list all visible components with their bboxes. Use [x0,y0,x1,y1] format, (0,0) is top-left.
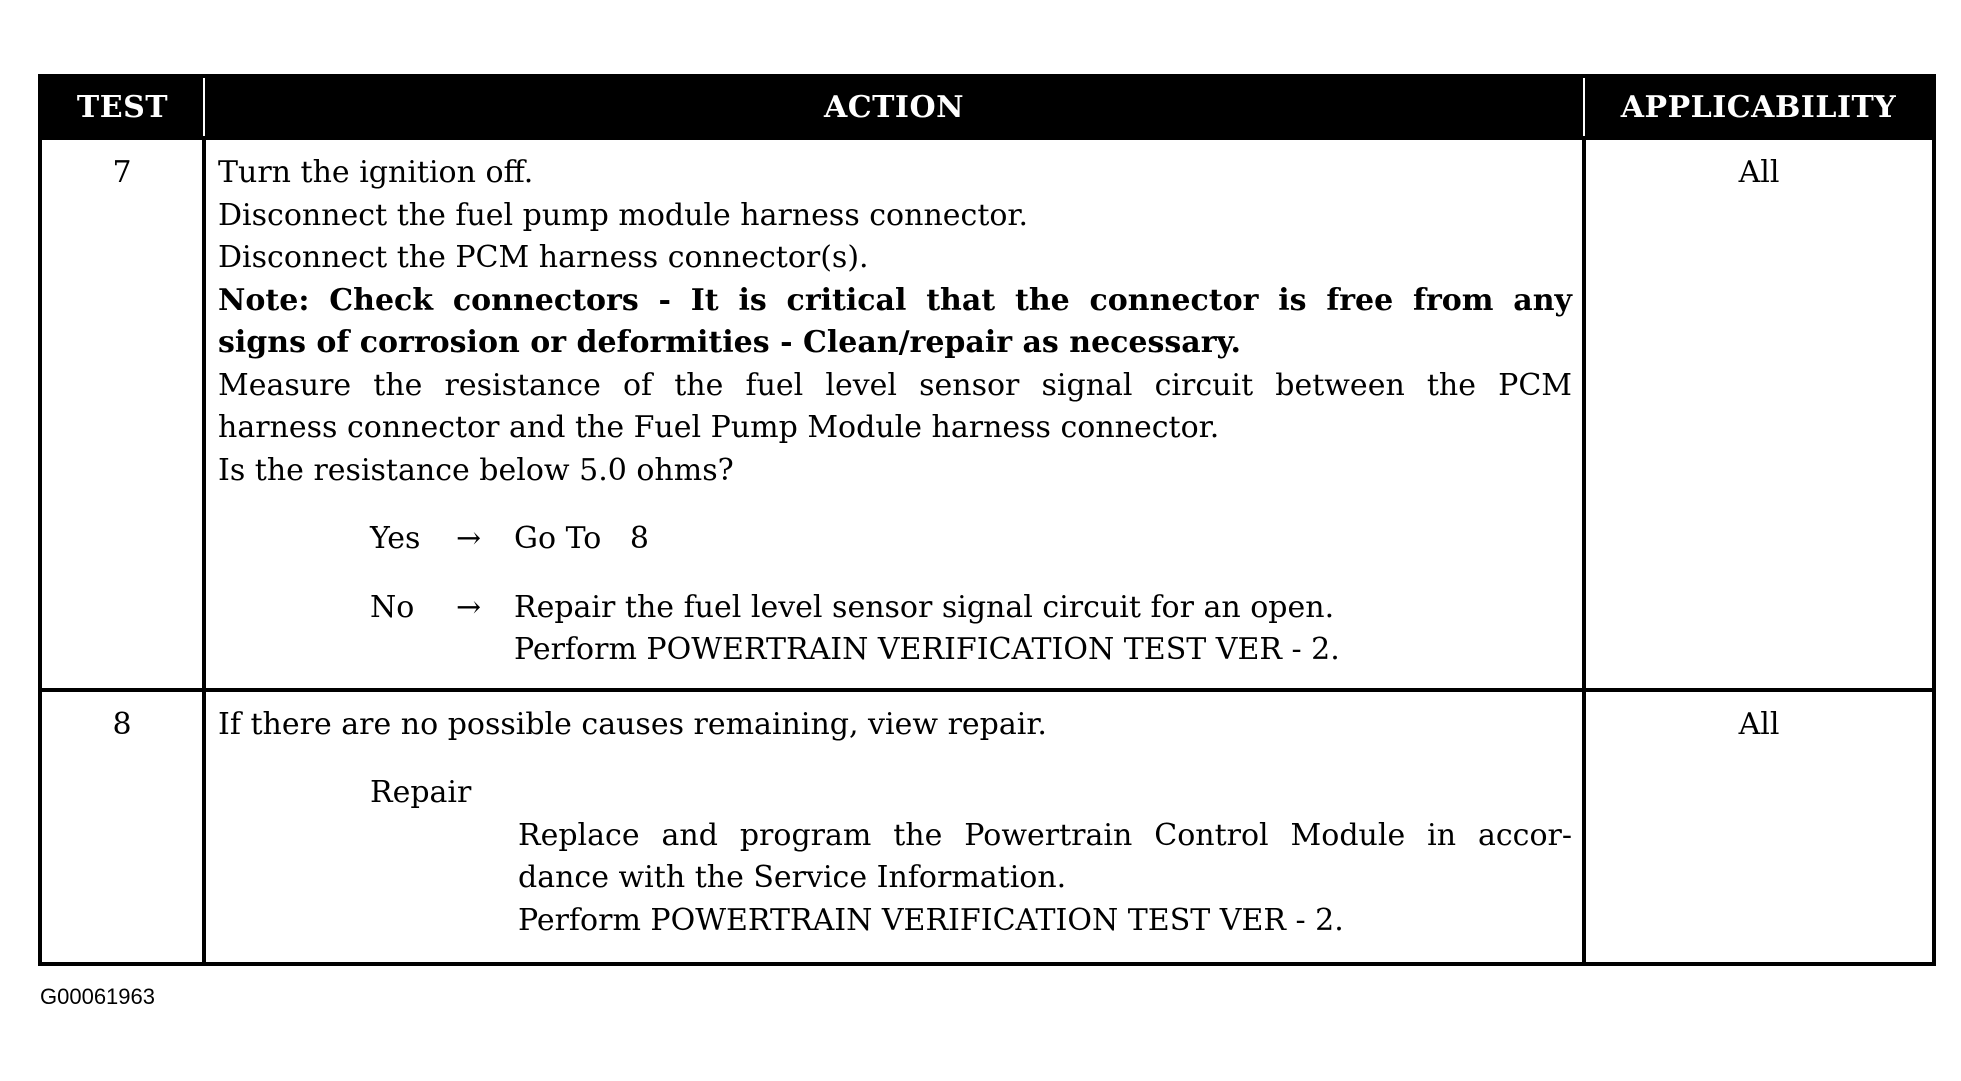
applicability-cell: All [1584,138,1932,690]
right-arrow-icon: → [456,521,482,556]
action-cell [204,690,1584,962]
header-applicability: APPLICABILITY [1584,78,1932,138]
repair-text-line-3: Perform POWERTRAIN VERIFICATION TEST VER - 2. [518,902,1344,938]
table-row [42,138,1932,690]
note-text-line-1: Note: Check connectors - It is critical that the connector is free from any [218,282,1572,318]
measure-text-line-2: harness connector and the Fuel Pump Module harness connector. [218,410,1220,445]
measure-text-line-1: Measure the resistance of the fuel level sensor signal circuit between the PCM [218,367,1572,403]
no-outcome [370,587,1572,672]
header-test: TEST [42,78,204,138]
header-row [42,78,1932,138]
test-number: 7 [42,138,204,690]
no-outcome-verify: Perform POWERTRAIN VERIFICATION TEST VER - 2. [514,632,1340,667]
no-label: No [370,589,415,625]
diagnostic-test-table [38,74,1936,966]
no-outcome-text: Repair the fuel level sensor signal circuit for an open. [514,589,1335,625]
question-text: Is the resistance below 5.0 ohms? [218,452,734,488]
yes-label: Yes [370,521,421,556]
goto-link[interactable]: Go To 8 [514,521,649,556]
figure-id: G00061963 [40,984,155,1009]
repair-label: Repair [370,775,472,810]
repair-text-line-2: dance with the Service Information. [518,860,1067,895]
repair-text-line-1: Replace and program the Powertrain Control Module in accor- [518,817,1572,853]
action-intro: If there are no possible causes remaining, view repair. [218,706,1047,742]
repair-body [518,815,1572,943]
action-cell [204,138,1584,690]
action-step: Turn the ignition off. [218,155,534,190]
note-text-line-2: signs of corrosion or deformities - Clean/repair as necessary. [218,325,1241,360]
header-action: ACTION [204,78,1584,138]
test-table [42,78,1932,962]
no-outcome-body [514,587,1572,672]
action-step: Disconnect the PCM harness connector(s). [218,240,869,275]
applicability-cell: All [1584,690,1932,962]
table-row [42,690,1932,962]
right-arrow-icon: → [456,589,482,625]
test-number: 8 [42,690,204,962]
yes-outcome [370,518,1572,561]
action-step: Disconnect the fuel pump module harness connector. [218,197,1029,233]
